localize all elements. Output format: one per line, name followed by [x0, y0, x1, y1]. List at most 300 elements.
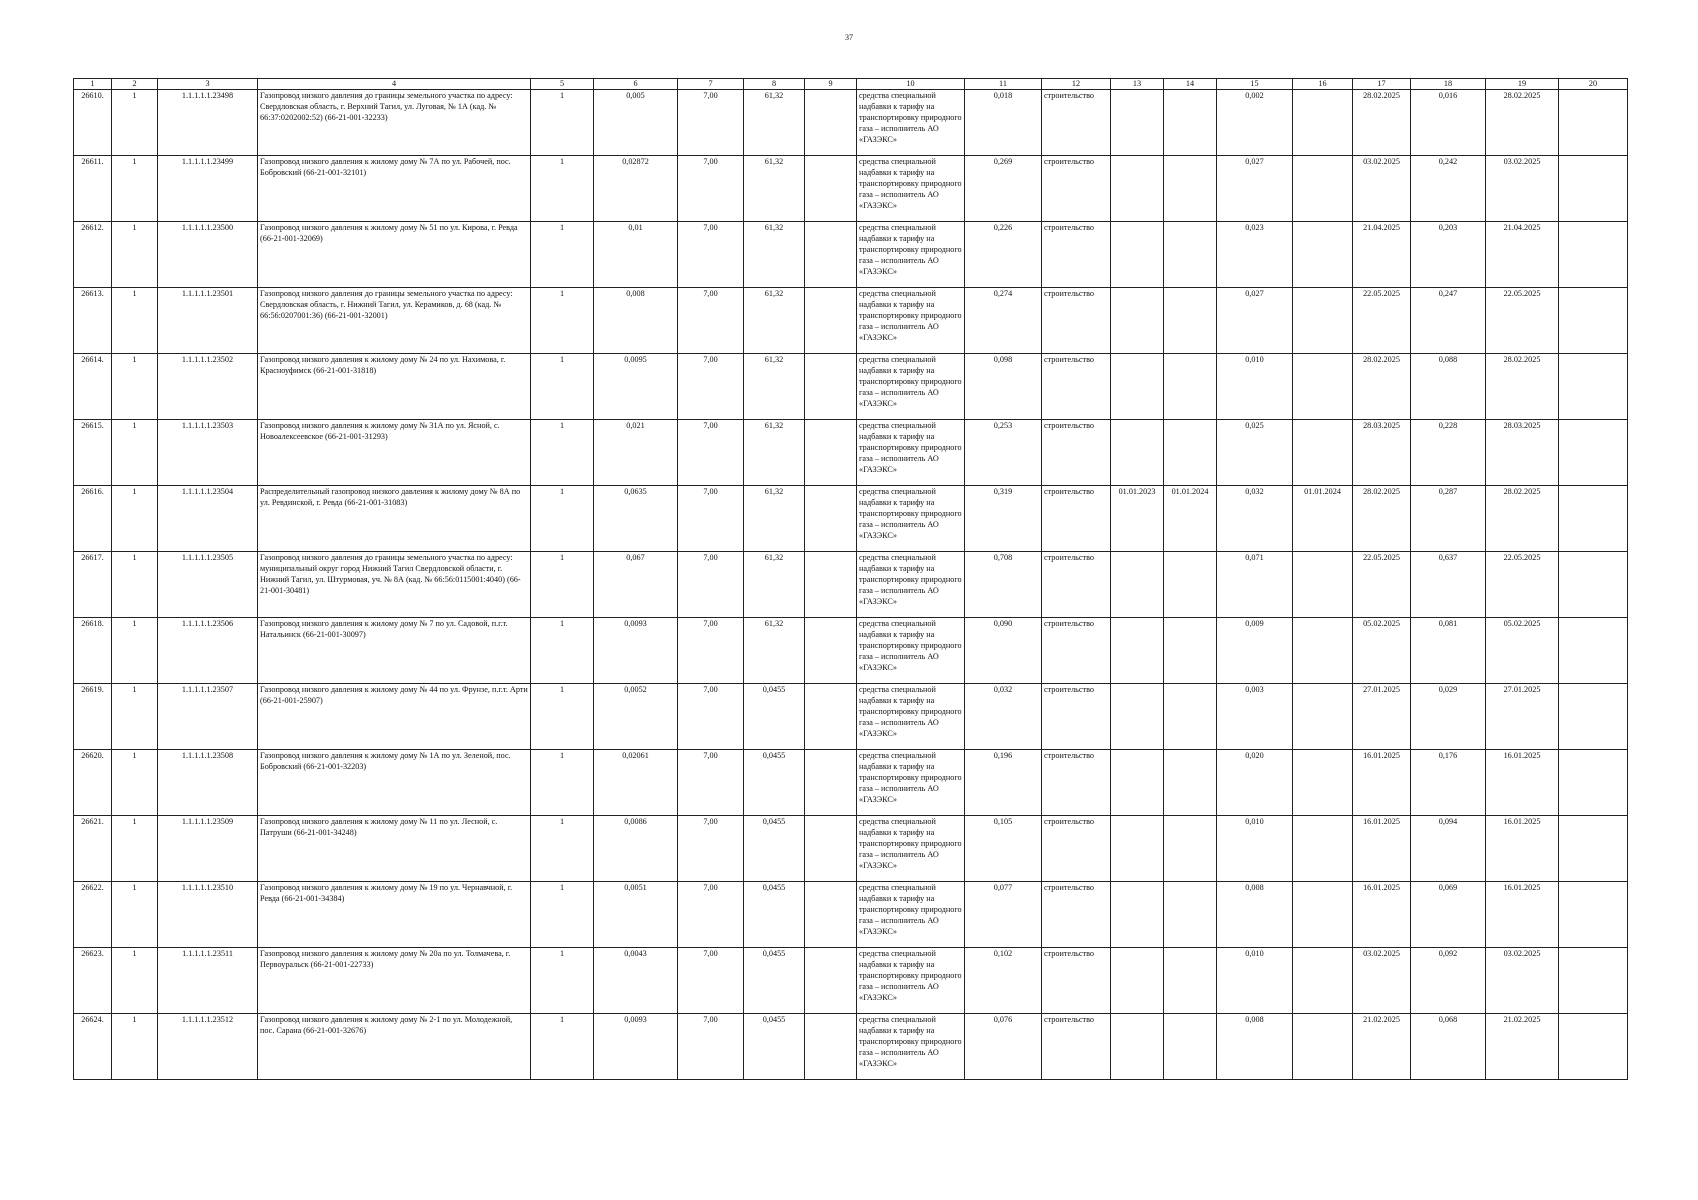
date-cell: 21.02.2025: [1486, 1014, 1559, 1080]
cell-col-2: 1: [112, 552, 158, 618]
cell-col-11: 0,102: [965, 948, 1042, 1014]
object-code-cell: 1.1.1.1.1.23508: [158, 750, 258, 816]
work-type-cell: строительство: [1042, 354, 1111, 420]
date-cell: 28.03.2025: [1353, 420, 1411, 486]
column-number: 6: [594, 79, 678, 90]
object-code-cell: 1.1.1.1.1.23502: [158, 354, 258, 420]
column-number: 7: [678, 79, 744, 90]
cell-col-13: [1111, 90, 1164, 156]
cell-col-6: 0,005: [594, 90, 678, 156]
date-cell: 28.02.2025: [1353, 354, 1411, 420]
cell-col-18: 0,637: [1411, 552, 1486, 618]
cell-col-18: 0,203: [1411, 222, 1486, 288]
cell-col-6: 0,0095: [594, 354, 678, 420]
cell-col-13: [1111, 222, 1164, 288]
cell-col-5: 1: [531, 90, 594, 156]
cell-col-2: 1: [112, 684, 158, 750]
cell-col-13: [1111, 882, 1164, 948]
date-cell: 22.05.2025: [1486, 552, 1559, 618]
cell-col-18: 0,094: [1411, 816, 1486, 882]
object-description-cell: Газопровод низкого давления к жилому дому № 24 по ул. Нахимова, г. Красноуфимск (66-21-001-31818): [258, 354, 531, 420]
funding-source-cell: средства специальной надбавки к тарифу на транспортировку природного газа – исполнитель АО «ГАЗЭКС»: [857, 816, 965, 882]
cell-col-9: [805, 948, 857, 1014]
date-cell: 21.04.2025: [1353, 222, 1411, 288]
column-number: 11: [965, 79, 1042, 90]
cell-col-2: 1: [112, 816, 158, 882]
date-cell: 21.04.2025: [1486, 222, 1559, 288]
cell-col-20: [1559, 156, 1628, 222]
column-number: 1: [74, 79, 112, 90]
date-cell: 22.05.2025: [1353, 552, 1411, 618]
cell-col-9: [805, 684, 857, 750]
cell-col-2: 1: [112, 288, 158, 354]
table-row: [74, 1014, 1628, 1080]
row-number-cell: 26617.: [74, 552, 112, 618]
cell-col-5: 1: [531, 156, 594, 222]
cell-col-15: 0,027: [1217, 288, 1293, 354]
date-cell: 16.01.2025: [1353, 882, 1411, 948]
cell-col-20: [1559, 1014, 1628, 1080]
cell-col-9: [805, 420, 857, 486]
cell-col-8: 61,32: [744, 222, 805, 288]
object-code-cell: 1.1.1.1.1.23503: [158, 420, 258, 486]
cell-col-6: 0,0635: [594, 486, 678, 552]
work-type-cell: строительство: [1042, 222, 1111, 288]
work-type-cell: строительство: [1042, 552, 1111, 618]
work-type-cell: строительство: [1042, 948, 1111, 1014]
date-cell: 05.02.2025: [1353, 618, 1411, 684]
cell-col-7: 7,00: [678, 882, 744, 948]
cell-col-16: [1293, 156, 1353, 222]
cell-col-13: [1111, 816, 1164, 882]
cell-col-20: [1559, 618, 1628, 684]
row-number-cell: 26619.: [74, 684, 112, 750]
cell-col-11: 0,253: [965, 420, 1042, 486]
column-number: 18: [1411, 79, 1486, 90]
work-type-cell: строительство: [1042, 1014, 1111, 1080]
cell-col-18: 0,016: [1411, 90, 1486, 156]
cell-col-8: 61,32: [744, 90, 805, 156]
column-number: 3: [158, 79, 258, 90]
cell-col-11: 0,319: [965, 486, 1042, 552]
object-description-cell: Газопровод низкого давления к жилому дому № 31А по ул. Ясной, с. Новоалексеевское (66-21-001-31293): [258, 420, 531, 486]
cell-col-2: 1: [112, 750, 158, 816]
work-type-cell: строительство: [1042, 816, 1111, 882]
cell-col-15: 0,008: [1217, 882, 1293, 948]
cell-col-2: 1: [112, 1014, 158, 1080]
column-number: 14: [1164, 79, 1217, 90]
row-number-cell: 26621.: [74, 816, 112, 882]
column-number: 19: [1486, 79, 1559, 90]
cell-col-16: 01.01.2024: [1293, 486, 1353, 552]
cell-col-13: [1111, 618, 1164, 684]
work-type-cell: строительство: [1042, 684, 1111, 750]
cell-col-18: 0,176: [1411, 750, 1486, 816]
cell-col-6: 0,008: [594, 288, 678, 354]
cell-col-5: 1: [531, 618, 594, 684]
cell-col-20: [1559, 222, 1628, 288]
funding-source-cell: средства специальной надбавки к тарифу на транспортировку природного газа – исполнитель АО «ГАЗЭКС»: [857, 684, 965, 750]
row-number-cell: 26616.: [74, 486, 112, 552]
object-description-cell: Газопровод низкого давления к жилому дому № 20а по ул. Толмачева, г. Первоуральск (66-21-001-22733): [258, 948, 531, 1014]
object-code-cell: 1.1.1.1.1.23506: [158, 618, 258, 684]
cell-col-20: [1559, 816, 1628, 882]
date-cell: 16.01.2025: [1486, 816, 1559, 882]
cell-col-7: 7,00: [678, 816, 744, 882]
cell-col-9: [805, 156, 857, 222]
cell-col-6: 0,0093: [594, 618, 678, 684]
cell-col-16: [1293, 750, 1353, 816]
cell-col-5: 1: [531, 948, 594, 1014]
funding-source-cell: средства специальной надбавки к тарифу на транспортировку природного газа – исполнитель АО «ГАЗЭКС»: [857, 948, 965, 1014]
funding-source-cell: средства специальной надбавки к тарифу на транспортировку природного газа – исполнитель АО «ГАЗЭКС»: [857, 90, 965, 156]
cell-col-9: [805, 882, 857, 948]
cell-col-20: [1559, 882, 1628, 948]
cell-col-18: 0,088: [1411, 354, 1486, 420]
cell-col-16: [1293, 222, 1353, 288]
date-cell: 27.01.2025: [1486, 684, 1559, 750]
object-description-cell: Газопровод низкого давления до границы земельного участка по адресу: муниципальный округ город Нижний Тагил Свердловской области, г. Нижний Тагил, ул. Штурмовая, уч. № 8А (кад. № 66:56:0115001:4040) (66-21-001-30481): [258, 552, 531, 618]
row-number-cell: 26618.: [74, 618, 112, 684]
cell-col-11: 0,077: [965, 882, 1042, 948]
object-description-cell: Газопровод низкого давления до границы земельного участка по адресу: Свердловская область, г. Верхний Тагил, ул. Луговая, № 1А (кад. № 66:37:0202002:52) (66-21-001-32233): [258, 90, 531, 156]
cell-col-18: 0,068: [1411, 1014, 1486, 1080]
cell-col-11: 0,274: [965, 288, 1042, 354]
object-code-cell: 1.1.1.1.1.23512: [158, 1014, 258, 1080]
cell-col-18: 0,242: [1411, 156, 1486, 222]
cell-col-7: 7,00: [678, 420, 744, 486]
funding-source-cell: средства специальной надбавки к тарифу на транспортировку природного газа – исполнитель АО «ГАЗЭКС»: [857, 486, 965, 552]
row-number-cell: 26624.: [74, 1014, 112, 1080]
cell-col-20: [1559, 684, 1628, 750]
cell-col-5: 1: [531, 486, 594, 552]
cell-col-6: 0,067: [594, 552, 678, 618]
cell-col-7: 7,00: [678, 750, 744, 816]
cell-col-14: [1164, 882, 1217, 948]
cell-col-14: [1164, 288, 1217, 354]
row-number-cell: 26610.: [74, 90, 112, 156]
cell-col-16: [1293, 816, 1353, 882]
cell-col-9: [805, 618, 857, 684]
cell-col-20: [1559, 420, 1628, 486]
cell-col-9: [805, 750, 857, 816]
object-code-cell: 1.1.1.1.1.23511: [158, 948, 258, 1014]
cell-col-20: [1559, 354, 1628, 420]
register-table: [73, 78, 1628, 1080]
cell-col-7: 7,00: [678, 90, 744, 156]
cell-col-8: 61,32: [744, 618, 805, 684]
cell-col-14: [1164, 1014, 1217, 1080]
cell-col-16: [1293, 1014, 1353, 1080]
table-row: [74, 288, 1628, 354]
cell-col-13: 01.01.2023: [1111, 486, 1164, 552]
funding-source-cell: средства специальной надбавки к тарифу на транспортировку природного газа – исполнитель АО «ГАЗЭКС»: [857, 618, 965, 684]
cell-col-11: 0,708: [965, 552, 1042, 618]
cell-col-7: 7,00: [678, 486, 744, 552]
table-row: [74, 354, 1628, 420]
table-row: [74, 156, 1628, 222]
table-row: [74, 552, 1628, 618]
cell-col-11: 0,196: [965, 750, 1042, 816]
cell-col-8: 61,32: [744, 420, 805, 486]
object-code-cell: 1.1.1.1.1.23500: [158, 222, 258, 288]
cell-col-11: 0,226: [965, 222, 1042, 288]
column-number-row: [74, 79, 1628, 90]
cell-col-15: 0,010: [1217, 354, 1293, 420]
cell-col-9: [805, 486, 857, 552]
object-code-cell: 1.1.1.1.1.23510: [158, 882, 258, 948]
cell-col-5: 1: [531, 420, 594, 486]
date-cell: 28.02.2025: [1486, 354, 1559, 420]
cell-col-6: 0,0052: [594, 684, 678, 750]
funding-source-cell: средства специальной надбавки к тарифу на транспортировку природного газа – исполнитель АО «ГАЗЭКС»: [857, 750, 965, 816]
work-type-cell: строительство: [1042, 156, 1111, 222]
column-number: 15: [1217, 79, 1293, 90]
cell-col-13: [1111, 750, 1164, 816]
cell-col-13: [1111, 552, 1164, 618]
cell-col-2: 1: [112, 156, 158, 222]
cell-col-8: 0,0455: [744, 816, 805, 882]
cell-col-5: 1: [531, 684, 594, 750]
funding-source-cell: средства специальной надбавки к тарифу на транспортировку природного газа – исполнитель АО «ГАЗЭКС»: [857, 882, 965, 948]
cell-col-20: [1559, 288, 1628, 354]
object-code-cell: 1.1.1.1.1.23504: [158, 486, 258, 552]
date-cell: 03.02.2025: [1353, 156, 1411, 222]
date-cell: 21.02.2025: [1353, 1014, 1411, 1080]
cell-col-5: 1: [531, 1014, 594, 1080]
column-number: 8: [744, 79, 805, 90]
date-cell: 03.02.2025: [1486, 156, 1559, 222]
cell-col-13: [1111, 948, 1164, 1014]
cell-col-9: [805, 90, 857, 156]
object-description-cell: Газопровод низкого давления к жилому дому № 11 по ул. Лесной, с. Патруши (66-21-001-34248): [258, 816, 531, 882]
object-code-cell: 1.1.1.1.1.23498: [158, 90, 258, 156]
cell-col-18: 0,069: [1411, 882, 1486, 948]
object-description-cell: Газопровод низкого давления к жилому дому № 51 по ул. Кирова, г. Ревда (66-21-001-32069): [258, 222, 531, 288]
table-row: [74, 420, 1628, 486]
cell-col-15: 0,009: [1217, 618, 1293, 684]
cell-col-16: [1293, 90, 1353, 156]
funding-source-cell: средства специальной надбавки к тарифу на транспортировку природного газа – исполнитель АО «ГАЗЭКС»: [857, 354, 965, 420]
object-description-cell: Газопровод низкого давления к жилому дому № 7А по ул. Рабочей, пос. Бобровский (66-21-001-32101): [258, 156, 531, 222]
cell-col-6: 0,01: [594, 222, 678, 288]
column-number: 9: [805, 79, 857, 90]
cell-col-11: 0,098: [965, 354, 1042, 420]
column-number: 12: [1042, 79, 1111, 90]
cell-col-2: 1: [112, 486, 158, 552]
date-cell: 28.02.2025: [1353, 486, 1411, 552]
cell-col-15: 0,032: [1217, 486, 1293, 552]
cell-col-9: [805, 552, 857, 618]
cell-col-5: 1: [531, 222, 594, 288]
cell-col-18: 0,092: [1411, 948, 1486, 1014]
cell-col-2: 1: [112, 948, 158, 1014]
cell-col-2: 1: [112, 882, 158, 948]
cell-col-8: 0,0455: [744, 750, 805, 816]
cell-col-2: 1: [112, 222, 158, 288]
funding-source-cell: средства специальной надбавки к тарифу на транспортировку природного газа – исполнитель АО «ГАЗЭКС»: [857, 156, 965, 222]
work-type-cell: строительство: [1042, 750, 1111, 816]
object-description-cell: Распределительный газопровод низкого давления к жилому дому № 8А по ул. Ревдинской, г. Ревда (66-21-001-31083): [258, 486, 531, 552]
table-row: [74, 882, 1628, 948]
cell-col-15: 0,071: [1217, 552, 1293, 618]
cell-col-6: 0,02061: [594, 750, 678, 816]
cell-col-7: 7,00: [678, 354, 744, 420]
cell-col-5: 1: [531, 552, 594, 618]
column-number: 17: [1353, 79, 1411, 90]
cell-col-16: [1293, 288, 1353, 354]
cell-col-15: 0,023: [1217, 222, 1293, 288]
work-type-cell: строительство: [1042, 420, 1111, 486]
cell-col-7: 7,00: [678, 618, 744, 684]
cell-col-7: 7,00: [678, 948, 744, 1014]
cell-col-14: [1164, 354, 1217, 420]
column-number: 20: [1559, 79, 1628, 90]
date-cell: 16.01.2025: [1353, 816, 1411, 882]
column-number: 10: [857, 79, 965, 90]
cell-col-20: [1559, 948, 1628, 1014]
cell-col-14: [1164, 222, 1217, 288]
cell-col-7: 7,00: [678, 222, 744, 288]
cell-col-7: 7,00: [678, 288, 744, 354]
cell-col-15: 0,003: [1217, 684, 1293, 750]
cell-col-6: 0,021: [594, 420, 678, 486]
date-cell: 16.01.2025: [1353, 750, 1411, 816]
table-row: [74, 948, 1628, 1014]
column-number: 16: [1293, 79, 1353, 90]
cell-col-11: 0,090: [965, 618, 1042, 684]
cell-col-8: 61,32: [744, 486, 805, 552]
cell-col-6: 0,0093: [594, 1014, 678, 1080]
object-code-cell: 1.1.1.1.1.23507: [158, 684, 258, 750]
cell-col-11: 0,269: [965, 156, 1042, 222]
cell-col-5: 1: [531, 288, 594, 354]
row-number-cell: 26611.: [74, 156, 112, 222]
funding-source-cell: средства специальной надбавки к тарифу на транспортировку природного газа – исполнитель АО «ГАЗЭКС»: [857, 552, 965, 618]
cell-col-9: [805, 816, 857, 882]
cell-col-7: 7,00: [678, 156, 744, 222]
cell-col-16: [1293, 354, 1353, 420]
cell-col-9: [805, 1014, 857, 1080]
row-number-cell: 26612.: [74, 222, 112, 288]
cell-col-13: [1111, 354, 1164, 420]
cell-col-5: 1: [531, 816, 594, 882]
cell-col-6: 0,02872: [594, 156, 678, 222]
object-description-cell: Газопровод низкого давления к жилому дому № 44 по ул. Фрунзе, п.г.т. Арти (66-21-001-25907): [258, 684, 531, 750]
cell-col-14: [1164, 552, 1217, 618]
cell-col-13: [1111, 1014, 1164, 1080]
cell-col-18: 0,247: [1411, 288, 1486, 354]
cell-col-9: [805, 288, 857, 354]
cell-col-14: [1164, 420, 1217, 486]
column-number: 13: [1111, 79, 1164, 90]
date-cell: 05.02.2025: [1486, 618, 1559, 684]
date-cell: 28.03.2025: [1486, 420, 1559, 486]
cell-col-11: 0,076: [965, 1014, 1042, 1080]
cell-col-5: 1: [531, 750, 594, 816]
column-number: 2: [112, 79, 158, 90]
cell-col-13: [1111, 684, 1164, 750]
table-row: [74, 618, 1628, 684]
date-cell: 22.05.2025: [1486, 288, 1559, 354]
row-number-cell: 26622.: [74, 882, 112, 948]
table-body: [74, 90, 1628, 1080]
row-number-cell: 26615.: [74, 420, 112, 486]
cell-col-7: 7,00: [678, 684, 744, 750]
cell-col-9: [805, 354, 857, 420]
cell-col-15: 0,027: [1217, 156, 1293, 222]
cell-col-8: 61,32: [744, 288, 805, 354]
cell-col-15: 0,010: [1217, 948, 1293, 1014]
cell-col-20: [1559, 90, 1628, 156]
work-type-cell: строительство: [1042, 486, 1111, 552]
object-description-cell: Газопровод низкого давления к жилому дому № 2-1 по ул. Молодежной, пос. Сарана (66-21-001-32676): [258, 1014, 531, 1080]
table-row: [74, 684, 1628, 750]
cell-col-11: 0,105: [965, 816, 1042, 882]
funding-source-cell: средства специальной надбавки к тарифу на транспортировку природного газа – исполнитель АО «ГАЗЭКС»: [857, 1014, 965, 1080]
cell-col-11: 0,018: [965, 90, 1042, 156]
cell-col-20: [1559, 750, 1628, 816]
cell-col-16: [1293, 552, 1353, 618]
date-cell: 03.02.2025: [1486, 948, 1559, 1014]
page-number: 37: [845, 33, 853, 42]
cell-col-18: 0,029: [1411, 684, 1486, 750]
cell-col-14: [1164, 618, 1217, 684]
cell-col-2: 1: [112, 420, 158, 486]
date-cell: 28.02.2025: [1486, 486, 1559, 552]
cell-col-8: 61,32: [744, 156, 805, 222]
cell-col-5: 1: [531, 882, 594, 948]
cell-col-16: [1293, 948, 1353, 1014]
date-cell: 16.01.2025: [1486, 750, 1559, 816]
cell-col-8: 0,0455: [744, 948, 805, 1014]
work-type-cell: строительство: [1042, 288, 1111, 354]
cell-col-9: [805, 222, 857, 288]
date-cell: 28.02.2025: [1486, 90, 1559, 156]
date-cell: 03.02.2025: [1353, 948, 1411, 1014]
funding-source-cell: средства специальной надбавки к тарифу на транспортировку природного газа – исполнитель АО «ГАЗЭКС»: [857, 288, 965, 354]
work-type-cell: строительство: [1042, 882, 1111, 948]
cell-col-14: [1164, 816, 1217, 882]
object-code-cell: 1.1.1.1.1.23499: [158, 156, 258, 222]
cell-col-6: 0,0051: [594, 882, 678, 948]
cell-col-18: 0,081: [1411, 618, 1486, 684]
object-description-cell: Газопровод низкого давления до границы земельного участка по адресу: Свердловская область, г. Нижний Тагил, ул. Керамиков, д. 68 (кад. № 66:56:0207001:36) (66-21-001-32001): [258, 288, 531, 354]
cell-col-7: 7,00: [678, 1014, 744, 1080]
cell-col-8: 61,32: [744, 354, 805, 420]
cell-col-16: [1293, 684, 1353, 750]
cell-col-16: [1293, 420, 1353, 486]
cell-col-5: 1: [531, 354, 594, 420]
row-number-cell: 26614.: [74, 354, 112, 420]
cell-col-18: 0,287: [1411, 486, 1486, 552]
column-number: 5: [531, 79, 594, 90]
cell-col-2: 1: [112, 354, 158, 420]
cell-col-16: [1293, 618, 1353, 684]
cell-col-15: 0,008: [1217, 1014, 1293, 1080]
work-type-cell: строительство: [1042, 618, 1111, 684]
table-row: [74, 222, 1628, 288]
object-code-cell: 1.1.1.1.1.23505: [158, 552, 258, 618]
object-description-cell: Газопровод низкого давления к жилому дому № 19 по ул. Чернавчной, г. Ревда (66-21-001-34384): [258, 882, 531, 948]
cell-col-15: 0,020: [1217, 750, 1293, 816]
cell-col-20: [1559, 552, 1628, 618]
object-code-cell: 1.1.1.1.1.23509: [158, 816, 258, 882]
row-number-cell: 26613.: [74, 288, 112, 354]
work-type-cell: строительство: [1042, 90, 1111, 156]
cell-col-13: [1111, 156, 1164, 222]
table-row: [74, 486, 1628, 552]
